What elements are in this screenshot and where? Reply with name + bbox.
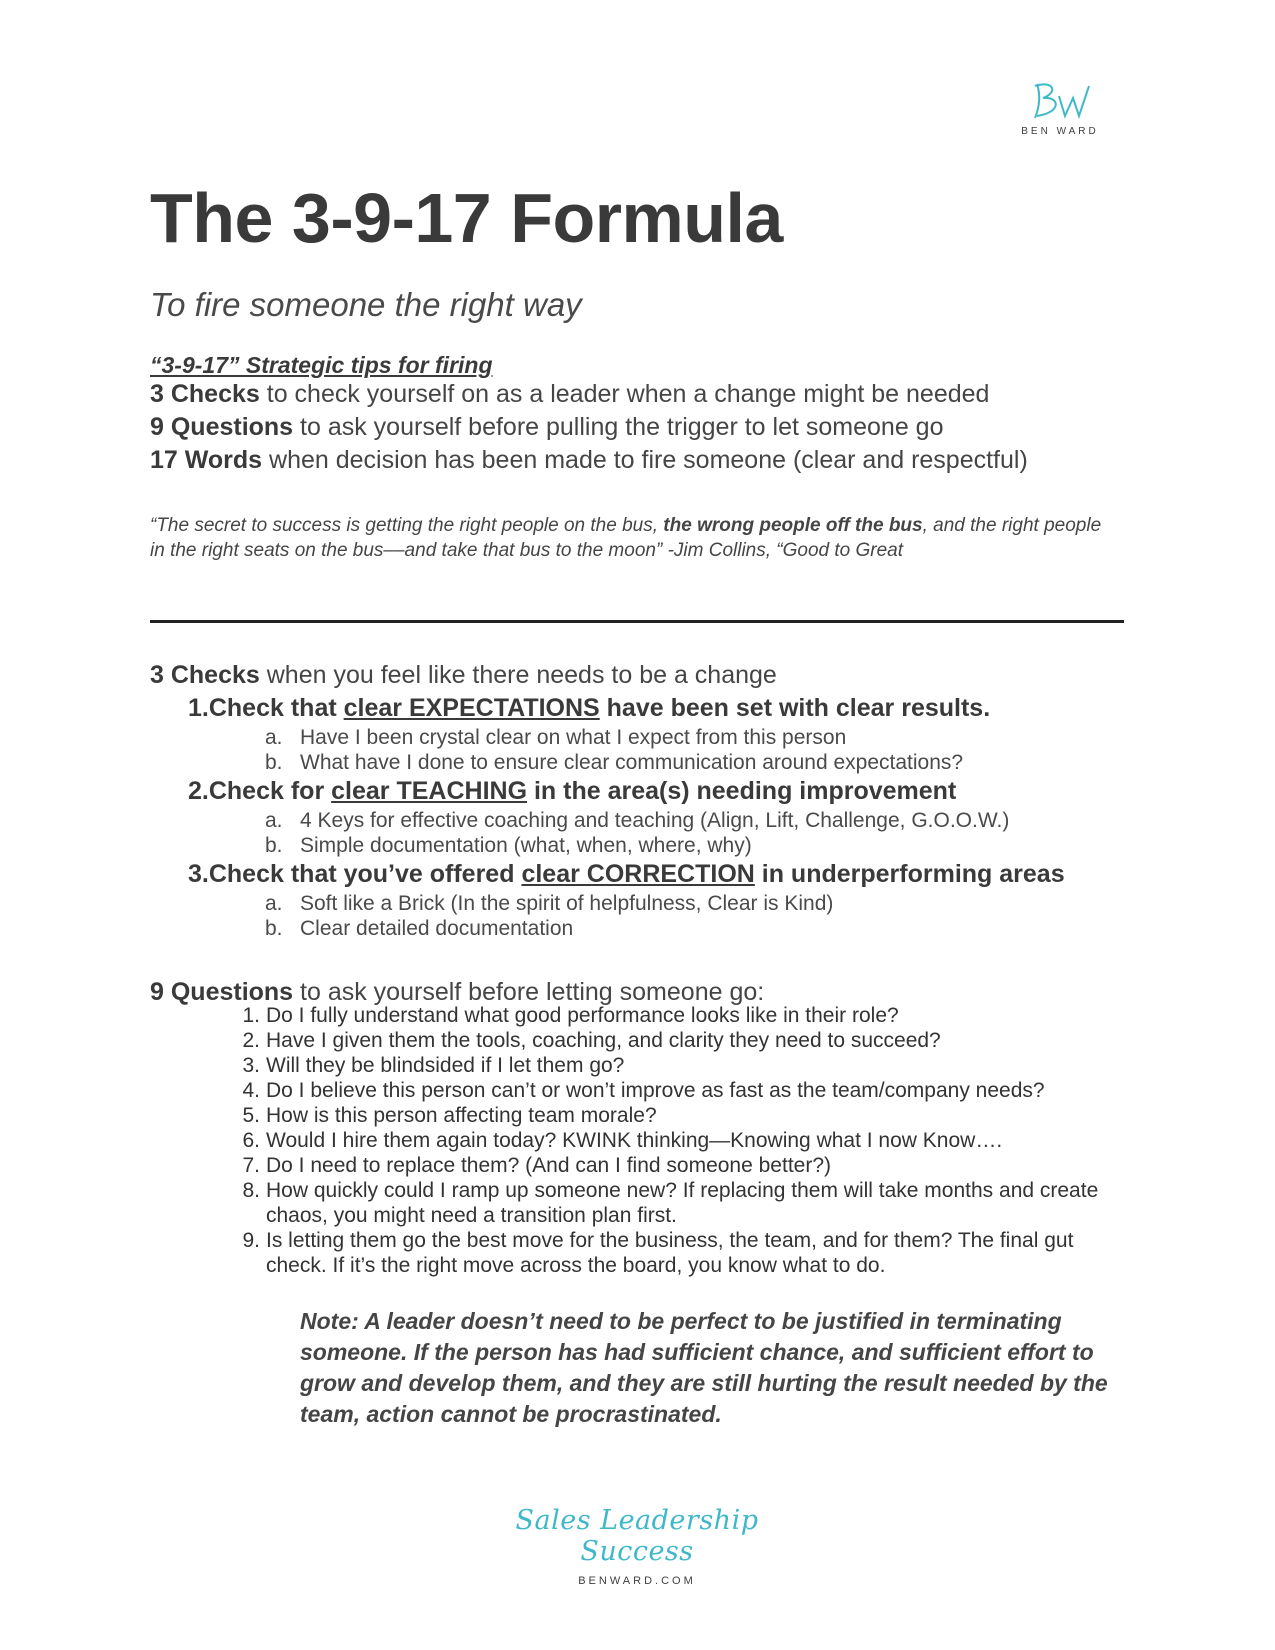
check-sub-item: a. Soft like a Brick (In the spirit of helpfulness, Clear is Kind) bbox=[265, 892, 834, 915]
brand-logo bbox=[1000, 78, 1120, 137]
check-sub-item: b. Clear detailed documentation bbox=[265, 917, 574, 940]
jim-collins-quote: “The secret to success is getting the right people on the bus, the wrong people off the bus, and the right people in the right seats on the bus––and take that bus to the moon” -Jim Collins, “Good to Great bbox=[150, 515, 1102, 561]
question-item: 4. Do I believe this person can’t or won’t improve as fast as the team/company needs? bbox=[242, 1079, 1045, 1102]
question-item: 1. Do I fully understand what good performance looks like in their role? bbox=[242, 1004, 899, 1027]
question-item: 6. Would I hire them again today? KWINK thinking—Knowing what I now Know…. bbox=[242, 1129, 1003, 1152]
question-item: 3. Will they be blindsided if I let them go? bbox=[242, 1054, 625, 1077]
page-title: The 3-9-17 Formula bbox=[150, 179, 783, 257]
section-divider bbox=[150, 620, 1124, 623]
checks-heading: 3 Checks when you feel like there needs to be a change bbox=[150, 661, 777, 689]
summary-line-words: 17 Words when decision has been made to fire someone (clear and respectful) bbox=[150, 446, 1028, 474]
page-subtitle: To fire someone the right way bbox=[150, 286, 582, 323]
check-item: 2.Check for clear TEACHING in the area(s) needing improvement bbox=[188, 777, 957, 805]
footer-website: BENWARD.COM bbox=[578, 1575, 696, 1587]
check-sub-item: a. 4 Keys for effective coaching and teaching (Align, Lift, Challenge, G.O.O.W.) bbox=[265, 809, 1010, 832]
check-sub-item: b. What have I done to ensure clear communication around expectations? bbox=[265, 751, 964, 774]
check-sub-item: a. Have I been crystal clear on what I expect from this person bbox=[265, 726, 847, 749]
questions-list bbox=[230, 1003, 1130, 1278]
check-item: 1.Check that clear EXPECTATIONS have been set with clear results. bbox=[188, 694, 991, 722]
summary-line-checks: 3 Checks to check yourself on as a leader when a change might be needed bbox=[150, 380, 990, 408]
strategic-heading: “3-9-17” Strategic tips for firing bbox=[150, 352, 493, 378]
question-item: 5. How is this person affecting team morale? bbox=[242, 1104, 657, 1127]
bw-monogram-icon bbox=[1025, 78, 1095, 122]
question-item: 8. How quickly could I ramp up someone new? If replacing them will take months and create chaos, you might need a transition plan first. bbox=[242, 1179, 1099, 1227]
summary-line-questions: 9 Questions to ask yourself before pulling the trigger to let someone go bbox=[150, 413, 944, 441]
footer-logo bbox=[487, 1505, 787, 1587]
leader-note: Note: A leader doesn’t need to be perfect to be justified in terminating someone. If the person has had sufficient chance, and sufficient effort to grow and develop them, and they are still hurting the result needed by the team, action cannot be procrastinated. bbox=[300, 1308, 1108, 1427]
question-item: 7. Do I need to replace them? (And can I find someone better?) bbox=[242, 1154, 832, 1177]
brand-name: BEN WARD bbox=[1021, 126, 1099, 137]
question-item: 2. Have I given them the tools, coaching, and clarity they need to succeed? bbox=[242, 1029, 941, 1052]
check-sub-item: b. Simple documentation (what, when, where, why) bbox=[265, 834, 752, 857]
check-item: 3.Check that you’ve offered clear CORRECTION in underperforming areas bbox=[188, 860, 1065, 888]
question-item: 9. Is letting them go the best move for the business, the team, and for them? The final gut check. If it’s the right move across the board, you know what to do. bbox=[242, 1229, 1074, 1277]
questions-heading: 9 Questions to ask yourself before letting someone go: bbox=[150, 978, 765, 1006]
footer-script-title: Sales Leadership Success bbox=[515, 1505, 759, 1567]
